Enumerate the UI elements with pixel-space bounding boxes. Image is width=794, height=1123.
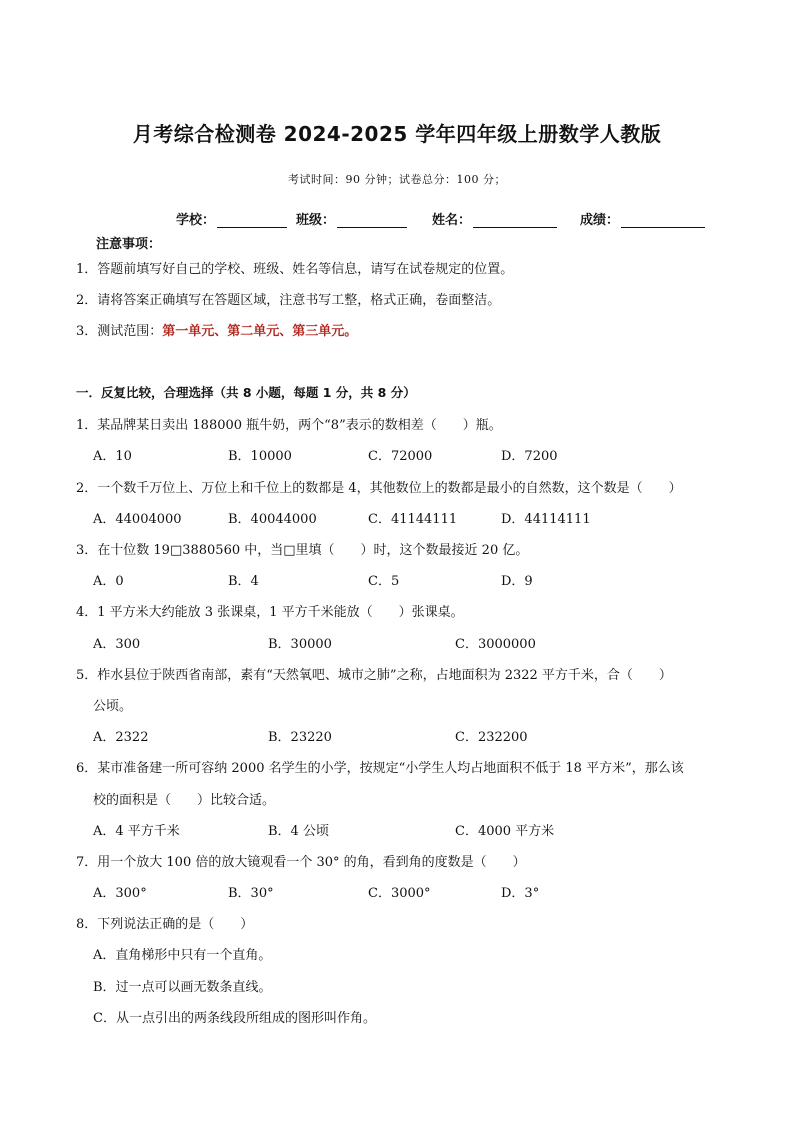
q2-option-a[interactable]: A．44004000 (93, 512, 182, 527)
q8-option-b[interactable]: B．过一点可以画无数条直线。 (93, 980, 272, 995)
q7-option-a[interactable]: A．300° (93, 886, 147, 901)
class-label: 班级： (296, 213, 336, 228)
q3-option-b[interactable]: B．4 (228, 574, 259, 589)
score-field[interactable] (580, 209, 720, 228)
question-5-stem: 5．柞水县位于陕西省南部，素有“天然氧吧、城市之肺”之称，占地面积为 2322 平方千米，合（ ） (76, 668, 672, 683)
exam-info: 考试时间：90 分钟；试卷总分：100 分； (288, 173, 506, 186)
name-label: 姓名： (432, 213, 472, 228)
q5-option-a[interactable]: A．2322 (93, 730, 149, 745)
q3-option-a[interactable]: A．0 (93, 574, 124, 589)
notice-item-3-prefix: 3．测试范围： (76, 324, 163, 339)
question-6-stem-continued: 校的面积是（ ）比较合适。 (93, 793, 276, 808)
question-2-stem: 2．一个数千万位上、万位上和千位上的数都是 4，其他数位上的数都是最小的自然数，这个数是（ ） (76, 481, 682, 496)
question-8-stem: 8．下列说法正确的是（ ） (76, 917, 254, 932)
q7-option-d[interactable]: D．3° (501, 886, 540, 901)
school-field[interactable] (176, 209, 296, 228)
notice-item-3 (76, 320, 357, 339)
notice-heading: 注意事项： (96, 237, 162, 252)
q2-option-c[interactable]: C．41144111 (368, 512, 458, 527)
class-blank[interactable] (337, 213, 407, 228)
q8-option-a[interactable]: A．直角梯形中只有一个直角。 (93, 948, 272, 963)
score-blank[interactable] (621, 213, 705, 228)
score-label: 成绩： (580, 213, 620, 228)
q1-option-d[interactable]: D．7200 (501, 449, 558, 464)
question-6-stem: 6．某市准备建一所可容纳 2000 名学生的小学，按规定“小学生人均占地面积不低于 18 平方米”，那么该 (76, 761, 684, 776)
class-field[interactable] (296, 209, 432, 228)
q6-option-b[interactable]: B．4 公顷 (268, 824, 329, 839)
q8-option-c[interactable]: C．从一点引出的两条线段所组成的图形叫作角。 (93, 1011, 376, 1026)
q5-option-c[interactable]: C．232200 (455, 730, 528, 745)
question-1-stem: 1．某品牌某日卖出 188000 瓶牛奶，两个“8”表示的数相差（ ）瓶。 (76, 418, 502, 433)
name-field[interactable] (432, 209, 580, 228)
q3-option-d[interactable]: D．9 (501, 574, 533, 589)
q3-option-c[interactable]: C．5 (368, 574, 400, 589)
notice-item-2: 2．请将答案正确填写在答题区域，注意书写工整，格式正确，卷面整洁。 (76, 293, 501, 308)
paper-title: 月考综合检测卷 2024-2025 学年四年级上册数学人教版 (132, 122, 662, 146)
q2-option-d[interactable]: D．44114111 (501, 512, 591, 527)
q4-option-c[interactable]: C．3000000 (455, 637, 536, 652)
name-blank[interactable] (473, 213, 557, 228)
question-5-stem-continued: 公顷。 (93, 699, 133, 714)
q1-option-c[interactable]: C．72000 (368, 449, 433, 464)
school-label: 学校： (176, 213, 216, 228)
q7-option-c[interactable]: C．3000° (368, 886, 431, 901)
q1-option-b[interactable]: B．10000 (228, 449, 292, 464)
student-info-fields (176, 209, 736, 228)
question-3-stem: 3．在十位数 19□3880560 中，当□里填（ ）时，这个数最接近 20 亿。 (76, 543, 529, 558)
q5-option-b[interactable]: B．23220 (268, 730, 332, 745)
q7-option-b[interactable]: B．30° (228, 886, 274, 901)
question-7-stem: 7．用一个放大 100 倍的放大镜观看一个 30° 的角，看到角的度数是（ ） (76, 855, 526, 870)
test-scope: 第一单元、第二单元、第三单元。 (162, 324, 358, 339)
question-4-stem: 4．1 平方米大约能放 3 张课桌，1 平方千米能放（ ）张课桌。 (76, 605, 464, 620)
q6-option-c[interactable]: C．4000 平方米 (455, 824, 555, 839)
q2-option-b[interactable]: B．40044000 (228, 512, 317, 527)
section-heading: 一．反复比较，合理选择（共 8 小题，每题 1 分，共 8 分） (76, 385, 416, 400)
school-blank[interactable] (217, 213, 287, 228)
notice-item-1: 1．答题前填写好自己的学校、班级、姓名等信息，请写在试卷规定的位置。 (76, 262, 514, 277)
q4-option-b[interactable]: B．30000 (268, 637, 332, 652)
q4-option-a[interactable]: A．300 (93, 637, 141, 652)
q6-option-a[interactable]: A．4 平方千米 (93, 824, 180, 839)
q1-option-a[interactable]: A．10 (93, 449, 132, 464)
